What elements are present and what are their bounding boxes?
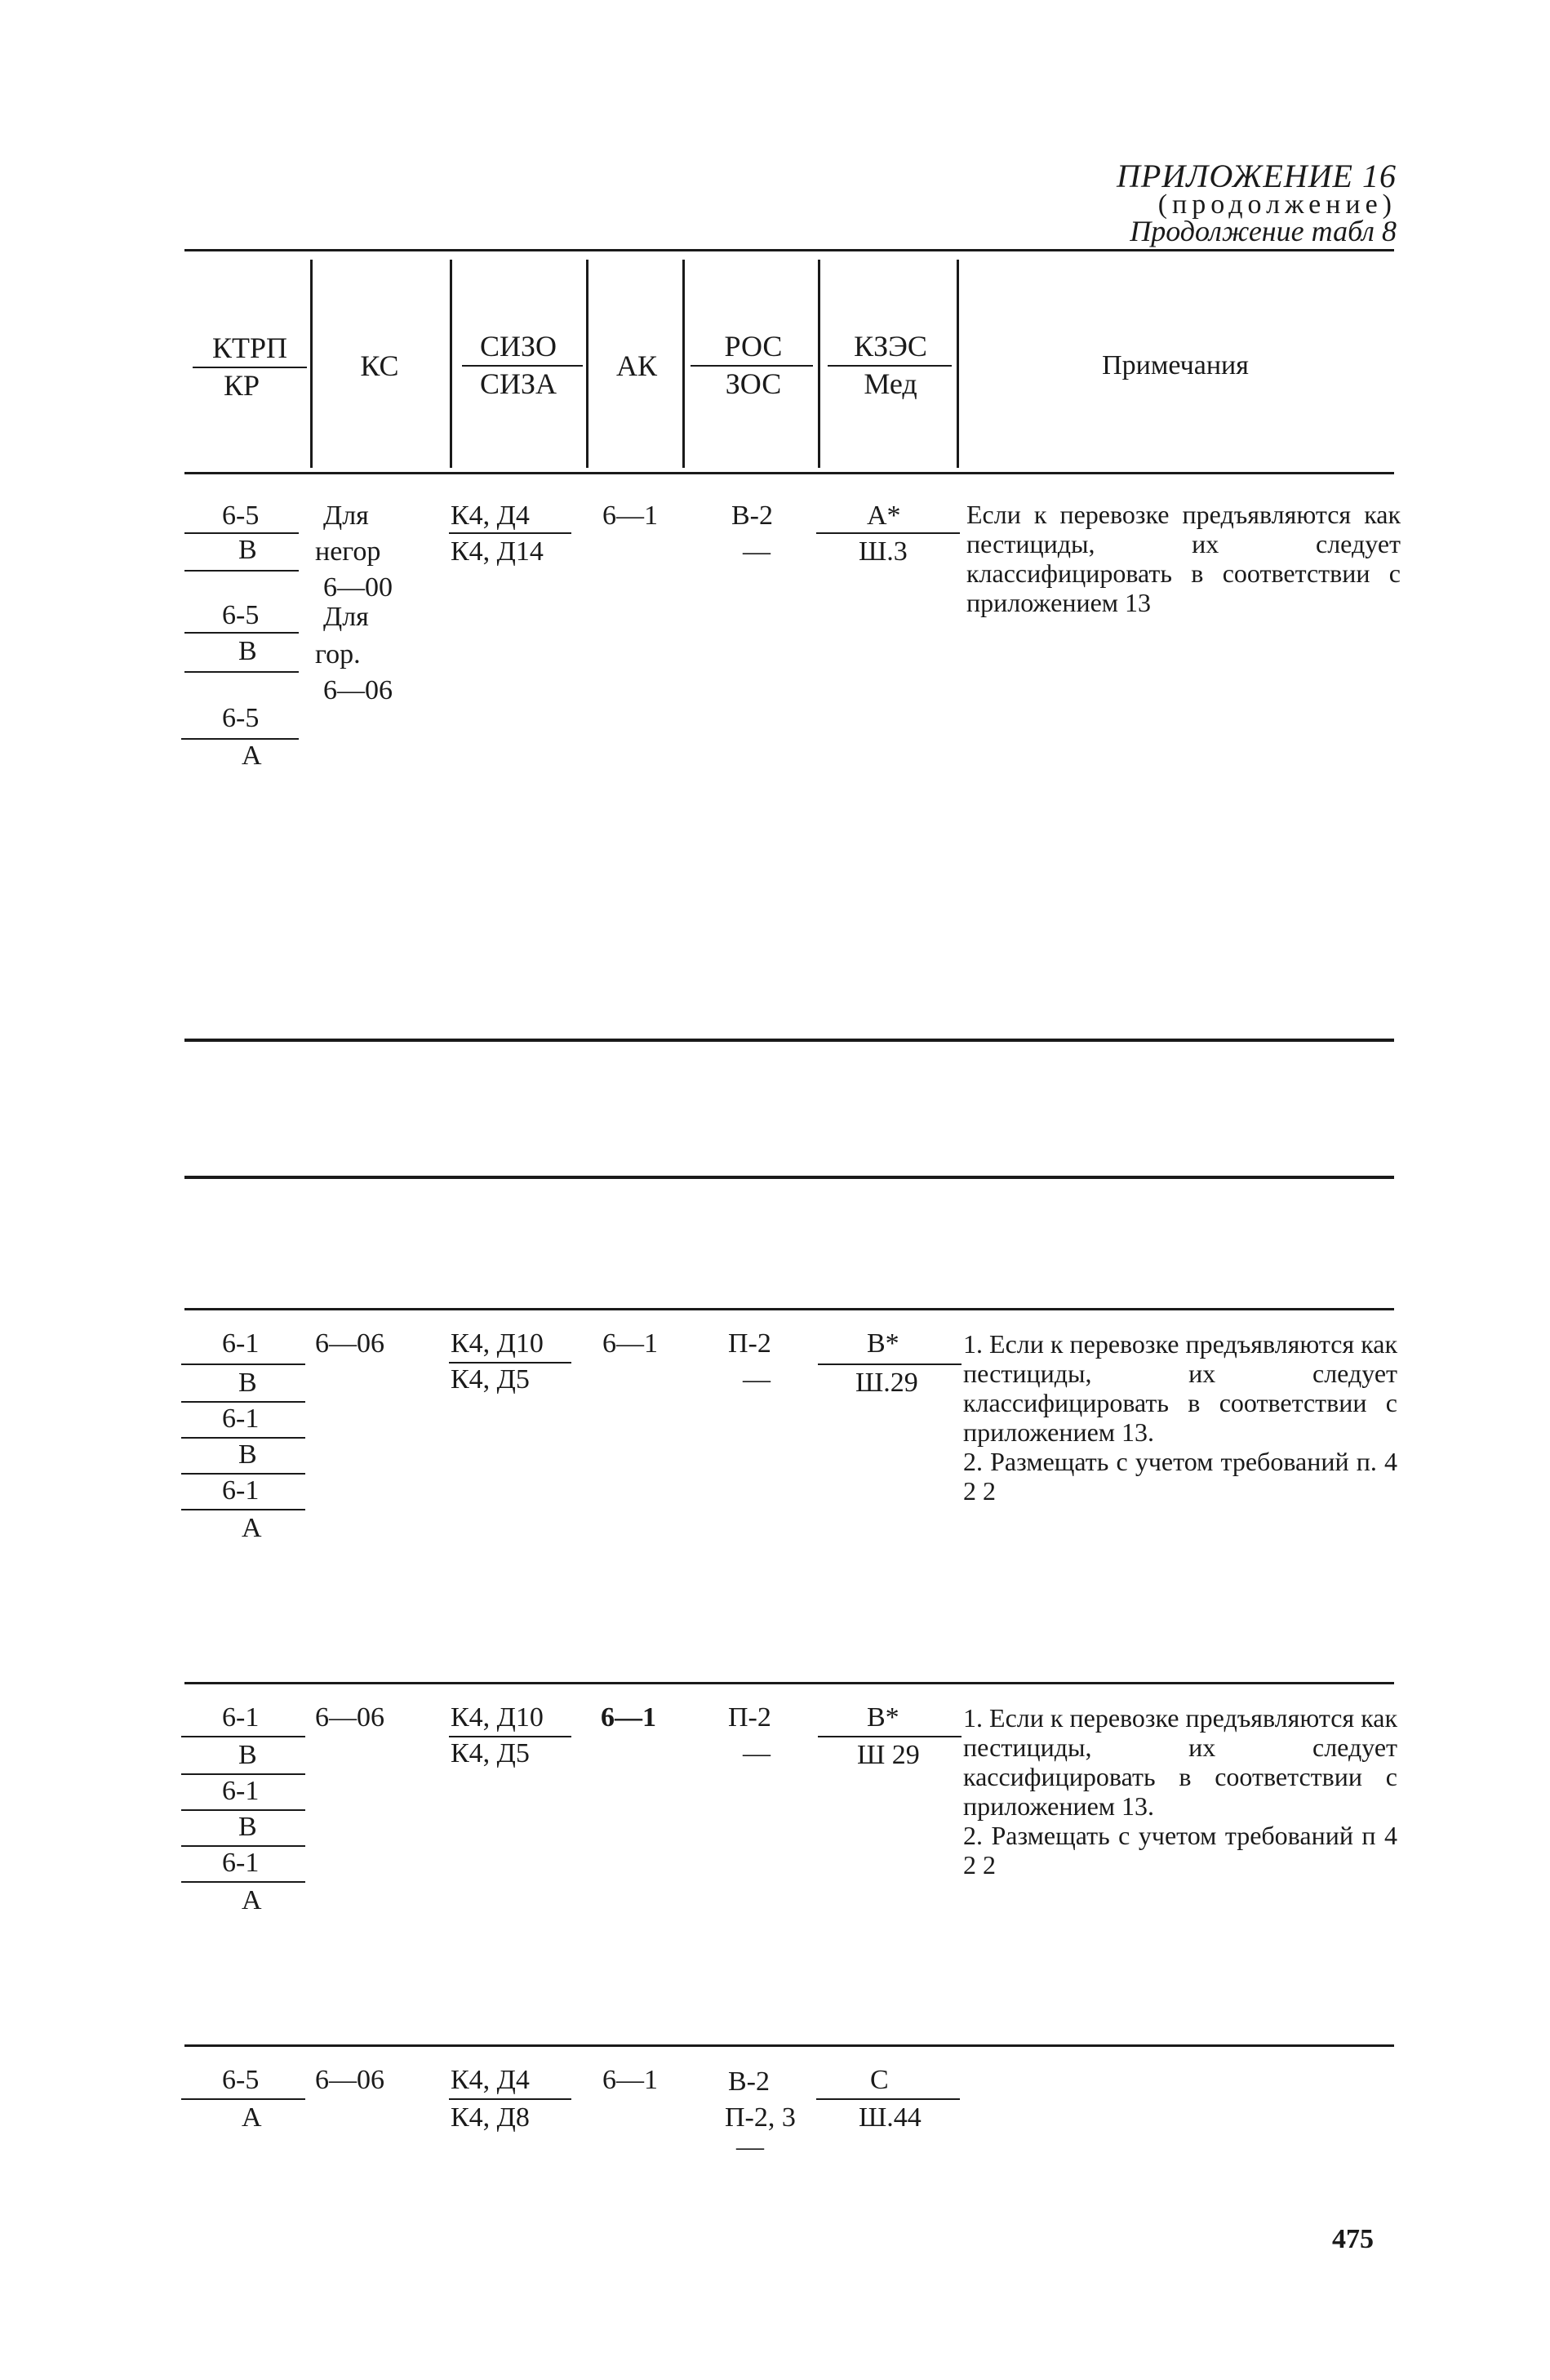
col-med: Мед bbox=[864, 367, 917, 400]
ak-value: 6—1 bbox=[602, 2065, 658, 2095]
kzes-value: С bbox=[870, 2065, 889, 2095]
row-notes bbox=[963, 1329, 1397, 1506]
ks-value: негор bbox=[315, 536, 381, 567]
col-ak: АК bbox=[615, 349, 657, 382]
zos-value: — bbox=[743, 536, 771, 567]
ktrp-value: 6-1 bbox=[222, 1328, 260, 1359]
fraction-line bbox=[181, 738, 299, 740]
header-bottom-rule bbox=[184, 472, 1394, 474]
fraction-line bbox=[184, 570, 299, 572]
sizo-value: К4, Д10 bbox=[451, 1328, 544, 1359]
continuation-label: (продолжение) bbox=[1157, 189, 1397, 220]
note-text: 1. Если к перевозке предъявляются как пестициды, их следует классифицировать в соответствии с приложением 13. bbox=[963, 1329, 1397, 1447]
fraction-line bbox=[818, 1736, 962, 1737]
ros-value: П-2 bbox=[728, 1702, 771, 1733]
med-value: Ш.44 bbox=[859, 2102, 922, 2133]
fraction-line bbox=[181, 1881, 305, 1883]
ktrp-value: 6-1 bbox=[222, 1848, 260, 1878]
zos-value: П-2, 3 bbox=[725, 2102, 796, 2133]
col-notes: Примечания bbox=[1102, 350, 1249, 380]
col-sizo: СИЗО bbox=[479, 330, 557, 363]
ros-value: П-2 bbox=[728, 1328, 771, 1359]
note-text: 1. Если к перевозке предъявляются как пестициды, их следует кассифицировать в соответствии с приложением 13. bbox=[963, 1703, 1397, 1821]
ktrp-value: 6-5 bbox=[222, 600, 260, 630]
ak-value: 6—1 bbox=[601, 1702, 656, 1733]
row-notes bbox=[966, 500, 1401, 617]
zos-value: — bbox=[743, 1364, 771, 1395]
zos-value: — bbox=[743, 1738, 771, 1768]
ks-value: 6—00 bbox=[323, 572, 393, 603]
table-reference: Продолжение табл 8 bbox=[1130, 215, 1397, 247]
ktrp-value: 6-1 bbox=[222, 1475, 260, 1506]
ks-value: 6—06 bbox=[315, 1702, 384, 1733]
med-value: Ш 29 bbox=[857, 1740, 920, 1770]
col-ks: КС bbox=[360, 349, 399, 382]
row-separator-rule bbox=[184, 1039, 1394, 1042]
ks-value: 6—06 bbox=[323, 675, 393, 705]
kzes-value: В* bbox=[867, 1328, 899, 1359]
note-text: 2. Размещать с учетом требований п 4 2 2 bbox=[963, 1821, 1397, 1880]
ktrp-value: 6-5 bbox=[222, 703, 260, 733]
sizo-value: К4, Д4 bbox=[451, 2065, 530, 2095]
ak-value: 6—1 bbox=[602, 500, 658, 531]
ks-value: 6—06 bbox=[315, 1328, 384, 1359]
ros-value: В-2 bbox=[731, 500, 773, 531]
col-ros: РОС bbox=[724, 330, 783, 363]
note-text: 2. Размещать с учетом требований п. 4 2 2 bbox=[963, 1447, 1397, 1506]
fraction-line bbox=[184, 632, 299, 634]
kr-value: В bbox=[238, 1740, 257, 1770]
siza-value: К4, Д14 bbox=[451, 536, 544, 567]
ks-value: гор. bbox=[315, 639, 361, 670]
ktrp-value: 6-1 bbox=[222, 1702, 260, 1733]
row-separator-rule bbox=[184, 2044, 1394, 2047]
siza-value: К4, Д8 bbox=[451, 2102, 530, 2133]
table-top-rule bbox=[184, 249, 1394, 251]
fraction-line bbox=[816, 2098, 960, 2100]
header-fraction-line bbox=[193, 367, 307, 368]
header-fraction-line bbox=[828, 365, 952, 367]
fraction-line bbox=[181, 1736, 305, 1737]
col-kr: КР bbox=[223, 369, 260, 402]
fraction-line bbox=[184, 671, 299, 673]
col-ktrp: КТРП bbox=[211, 331, 288, 364]
fraction-line bbox=[449, 532, 571, 534]
ktrp-value: 6-1 bbox=[222, 1404, 260, 1434]
row-separator-rule bbox=[184, 1176, 1394, 1179]
fraction-line bbox=[816, 532, 960, 534]
header-fraction-line bbox=[462, 365, 583, 367]
ros-value: В-2 bbox=[728, 2066, 770, 2097]
ak-value: 6—1 bbox=[602, 1328, 658, 1359]
kr-value: А bbox=[242, 2102, 262, 2133]
kr-value: В bbox=[238, 1812, 257, 1842]
col-separator bbox=[818, 260, 820, 468]
zos-dash: — bbox=[736, 2132, 764, 2162]
fraction-line bbox=[818, 1363, 962, 1365]
col-separator bbox=[586, 260, 588, 468]
sizo-value: К4, Д10 bbox=[451, 1702, 544, 1733]
kr-value: А bbox=[242, 1885, 262, 1915]
page-number: 475 bbox=[1332, 2224, 1374, 2254]
siza-value: К4, Д5 bbox=[451, 1364, 530, 1395]
col-separator bbox=[957, 260, 959, 468]
appendix-title: ПРИЛОЖЕНИЕ 16 bbox=[1117, 158, 1397, 194]
kr-value: В bbox=[238, 1439, 257, 1470]
kr-value: В bbox=[238, 636, 257, 666]
ks-value: Для bbox=[323, 500, 369, 531]
col-siza: СИЗА bbox=[479, 367, 557, 400]
row-notes bbox=[963, 1703, 1397, 1880]
kr-value: В bbox=[238, 1368, 257, 1398]
col-kzes: КЗЭС bbox=[854, 330, 927, 363]
row-separator-rule bbox=[184, 1308, 1394, 1310]
ktrp-value: 6-5 bbox=[222, 2065, 260, 2095]
kzes-value: А* bbox=[867, 500, 901, 531]
fraction-line bbox=[181, 2098, 305, 2100]
header-fraction-line bbox=[691, 365, 813, 367]
col-separator bbox=[682, 260, 685, 468]
kr-value: А bbox=[242, 741, 262, 771]
fraction-line bbox=[181, 1363, 305, 1365]
note-text: Если к перевозке предъявляются как пестициды, их следует классифицировать в соответствии с приложением 13 bbox=[966, 500, 1401, 617]
sizo-value: К4, Д4 bbox=[451, 500, 530, 531]
ks-value: 6—06 bbox=[315, 2065, 384, 2095]
kr-value: В bbox=[238, 535, 257, 565]
fraction-line bbox=[181, 1509, 305, 1510]
med-value: Ш.29 bbox=[855, 1368, 918, 1398]
col-zos: ЗОС bbox=[725, 367, 782, 400]
col-separator bbox=[450, 260, 452, 468]
ktrp-value: 6-1 bbox=[222, 1776, 260, 1806]
col-separator bbox=[310, 260, 313, 468]
kr-value: А bbox=[242, 1513, 262, 1543]
siza-value: К4, Д5 bbox=[451, 1738, 530, 1768]
kzes-value: В* bbox=[867, 1702, 899, 1733]
ks-value: Для bbox=[323, 602, 369, 632]
row-separator-rule bbox=[184, 1682, 1394, 1684]
ktrp-value: 6-5 bbox=[222, 500, 260, 531]
med-value: Ш.3 bbox=[859, 536, 908, 567]
fraction-line bbox=[449, 2098, 571, 2100]
